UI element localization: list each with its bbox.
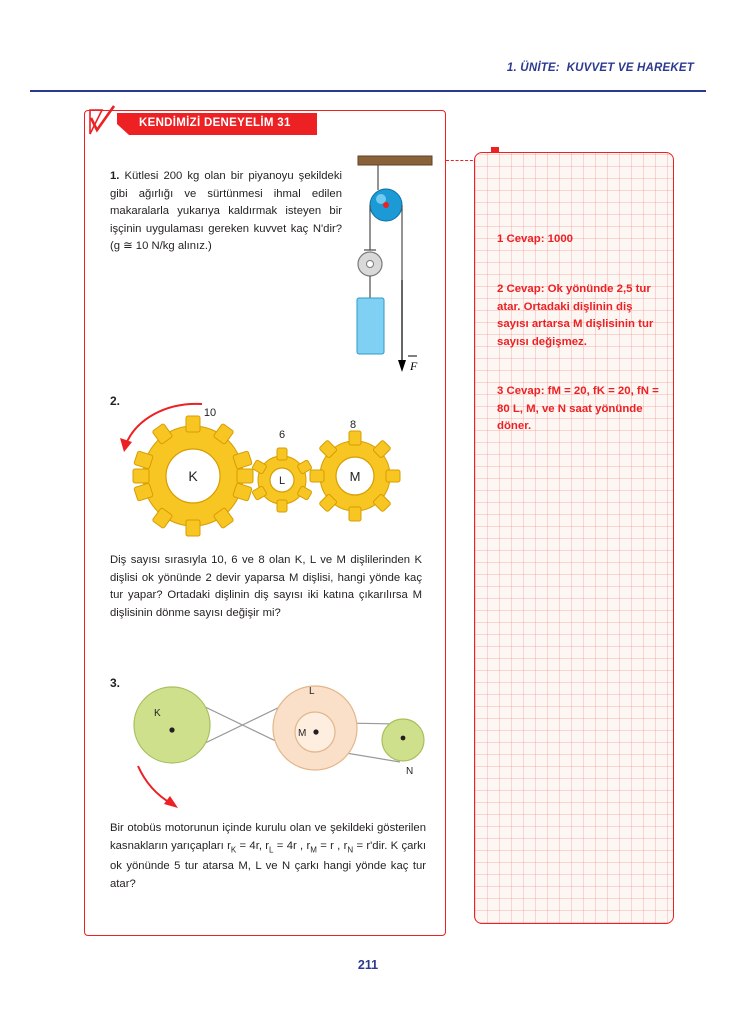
- wheel-N: [382, 719, 424, 777]
- question-3-text: [110, 820, 426, 894]
- question-3-body-5: = r'dir. K çarkı ok yönünde 5 tur atarsa M, L ve N çarkı hangi yönde kaç tur atar?: [110, 839, 426, 891]
- check-icon: [88, 104, 118, 136]
- figure-gears: [110, 398, 430, 548]
- gear-K-teeth: 10: [203, 407, 217, 419]
- page-number: 211: [357, 958, 379, 972]
- answer-line-1: 1 Cevap: 1000: [497, 233, 573, 245]
- question-2-text: Diş sayısı sırasıyla 10, 6 ve 8 olan K, L ve M dişlilerinden K dişlisi ok yönünde 2 devir yaparsa M dişlisi, hangi yönde kaç tur yapar? Ortadaki dişlinin diş sayısı iki katına çıkarılırsa M dişlisinin dönme sayısı değişir mi?: [110, 554, 422, 619]
- figure-belt-wheels: [110, 672, 440, 812]
- answer-line-2: 2 Cevap: Ok yönünde 2,5 tur atar. Ortadaki dişlinin diş sayısı artarsa M dişlisinin tur sayısı değişmez.: [497, 283, 654, 348]
- question-3-body-4: = r , r: [316, 839, 348, 852]
- svg-text:M: M: [298, 728, 307, 739]
- figure-pulley-system: [338, 150, 450, 390]
- svg-text:M: M: [349, 469, 361, 484]
- question-1-body: Kütlesi 200 kg olan bir piyanoyu şekildeki gibi ağırlığı ve sürtünmesi ihmal edilen makaralarla yukarıya kaldırmak isteyen bir işçinin uygulaması gereken kuvvet kaç N'dir? (g ≅ 10 N/kg alınız.): [110, 170, 342, 253]
- gear-L: [252, 448, 312, 512]
- svg-text:L: L: [278, 475, 286, 487]
- svg-text:N: N: [406, 766, 414, 777]
- question-3-body-2: = 4r, r: [236, 839, 270, 852]
- question-2-number: 2.: [110, 394, 121, 408]
- svg-text:L: L: [309, 686, 315, 697]
- sub-M: M: [310, 844, 317, 854]
- svg-text:K: K: [154, 708, 161, 719]
- gear-M-teeth: 8: [349, 419, 357, 431]
- answer-line-3: 3 Cevap: fM = 20, fK = 20, fN = 80 L, M, ve N saat yönünde döner.: [497, 385, 659, 432]
- header-divider: [30, 90, 706, 92]
- wheel-K: [134, 687, 210, 763]
- question-1-number: 1.: [110, 170, 120, 182]
- section-banner: [117, 113, 317, 135]
- answer-panel: [474, 152, 674, 924]
- question-3-body-1: Bir otobüs motorunun içinde kurulu olan ve şekildeki gösterilen kasnakların yarıçapları r: [110, 822, 426, 852]
- gear-K: [133, 416, 253, 536]
- sub-L: L: [269, 844, 274, 854]
- question-1-text: [110, 168, 342, 256]
- gear-M: [310, 431, 400, 521]
- sub-N: N: [347, 844, 354, 854]
- banner-label: KENDİMİZİ DENEYELİM 31: [139, 117, 291, 129]
- page-title: 1. ÜNİTE: KUVVET VE HAREKET: [506, 62, 694, 74]
- sub-K: K: [230, 844, 237, 854]
- question-3-number: 3.: [110, 676, 121, 690]
- question-3-body-3: = 4r , r: [273, 839, 311, 852]
- svg-text:F: F: [410, 359, 418, 373]
- wheel-M: [295, 712, 335, 752]
- svg-text:K: K: [188, 468, 198, 484]
- gear-L-teeth: 6: [278, 429, 286, 441]
